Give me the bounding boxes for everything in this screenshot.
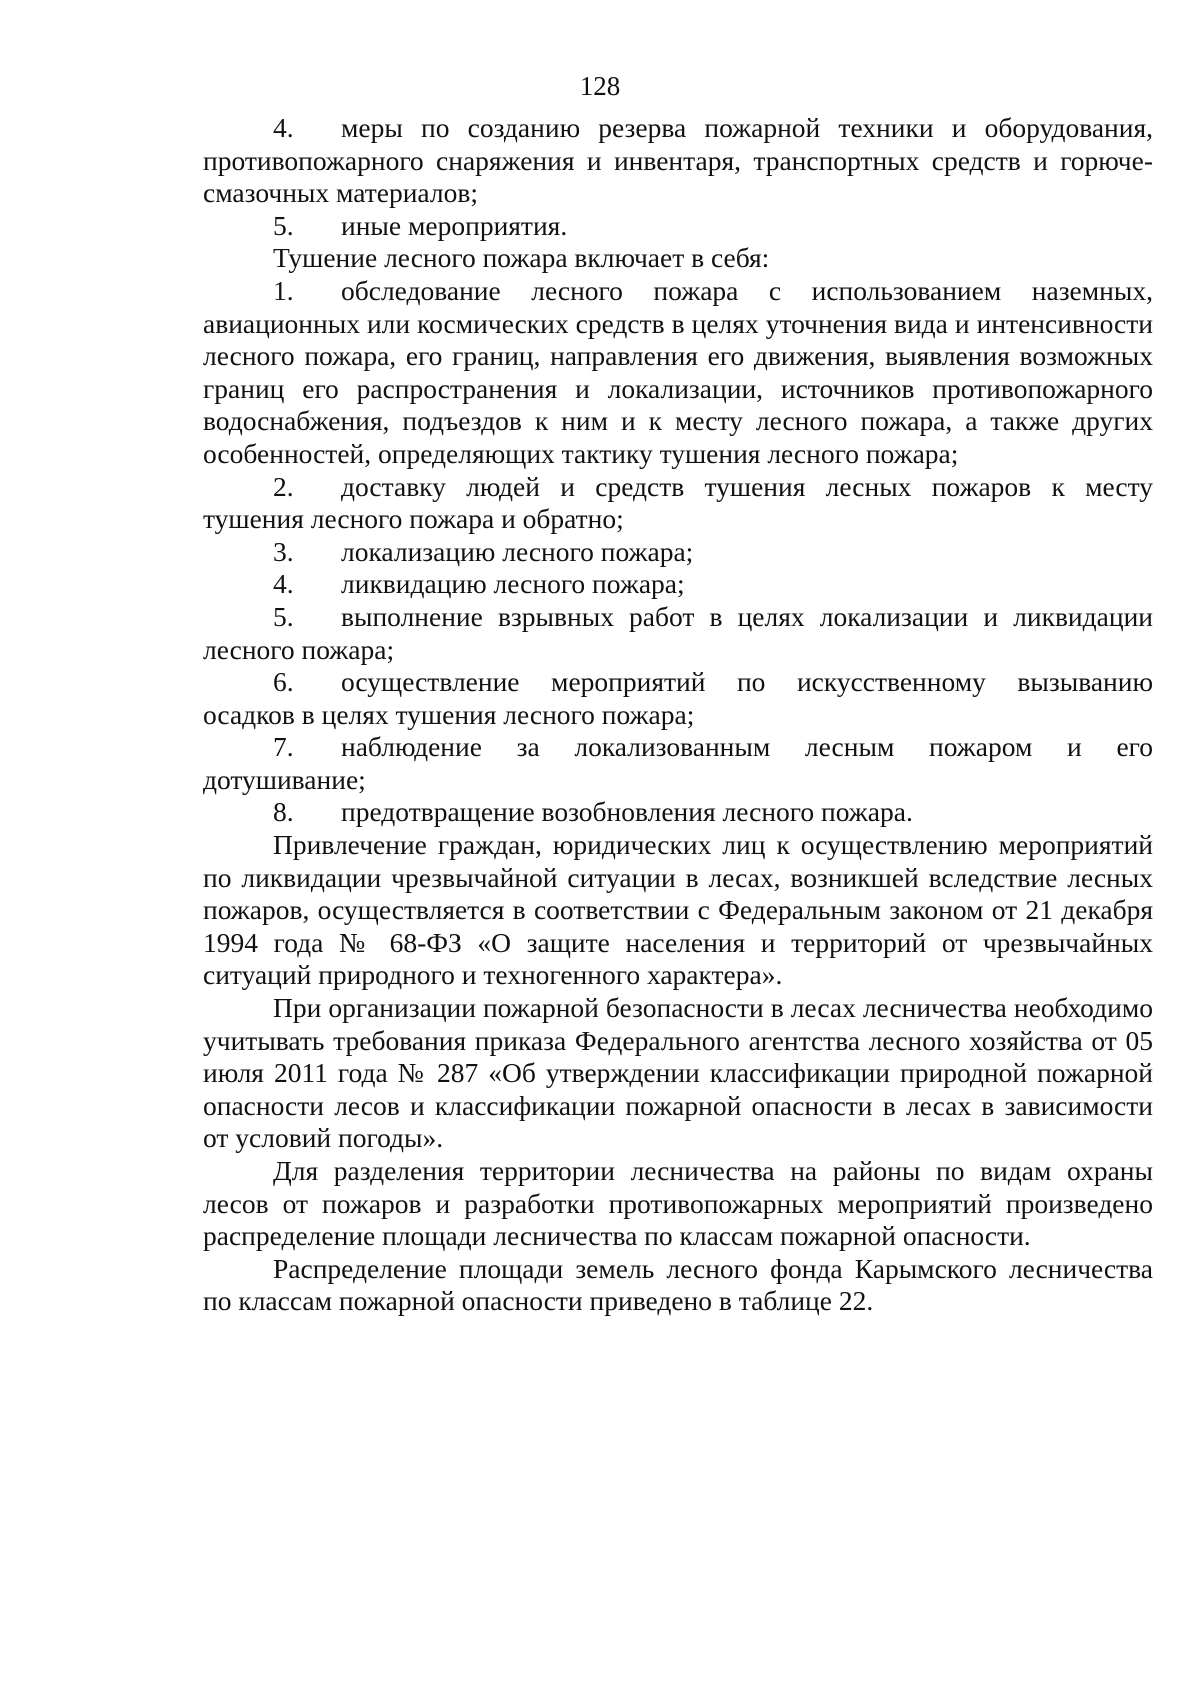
document-body [203, 112, 1153, 1318]
list-item-number: 3. [273, 535, 294, 567]
list-item-number: 8. [273, 796, 294, 828]
list-item [203, 536, 1153, 569]
list-item-number: 5. [273, 209, 294, 241]
list-item [203, 112, 1153, 210]
list-item-text: ликвидацию лесного пожара; [341, 568, 685, 600]
paragraph-citizens-involvement: Привлечение граждан, юридических лиц к осуществлению мероприятий по ликвидации чрезвычайной ситуации в лесах, возникшей вследствие лесных пожаров, осуществляется в соответствии с Федеральным законом от 21 декабря 1994 года № 68-ФЗ «О защите населения и территорий от чрезвычайных ситуаций природного и техногенного характера». [203, 829, 1153, 991]
list-item [203, 666, 1153, 731]
list-item-text: доставку людей и средств тушения лесных пожаров к месту тушения лесного пожара и обратно; [203, 470, 1153, 535]
list-item [203, 731, 1153, 796]
list-item [203, 796, 1153, 829]
list-item-text: локализацию лесного пожара; [341, 535, 694, 567]
list-item-number: 2. [273, 470, 294, 502]
list-item-number: 7. [273, 731, 294, 763]
list-item [203, 601, 1153, 666]
list-item-text: иные мероприятия. [341, 209, 568, 241]
list-item [203, 275, 1153, 471]
list-item-text: меры по созданию резерва пожарной техники и оборудования, противопожарного снаряжения и инвентаря, транспортных средств и горюче-смазочных материалов; [203, 112, 1153, 209]
list-item [203, 568, 1153, 601]
paragraph-table-reference: Распределение площади земель лесного фонда Карымского лесничества по классам пожарной опасности приведено в таблице 22. [203, 1252, 1153, 1317]
list-item-number: 4. [273, 568, 294, 600]
list-item-text: обследование лесного пожара с использованием наземных, авиационных или космических средств в целях уточнения вида и интенсивности лесного пожара, его границ, направления его движения, выявления возможных границ его распространения и локализации, источников противопожарного водоснабжения, подъездов к ним и к месту лесного пожара, а также других особенностей, определяющих тактику тушения лесного пожара; [203, 274, 1153, 469]
page-number: 128 [579, 71, 621, 101]
list-item-number: 4. [273, 112, 294, 143]
extinguishing-intro: Тушение лесного пожара включает в себя: [273, 242, 770, 274]
list-item [203, 210, 1153, 243]
list-item-text: выполнение взрывных работ в целях локализации и ликвидации лесного пожара; [203, 600, 1153, 665]
paragraph-area-distribution: Для разделения территории лесничества на районы по видам охраны лесов от пожаров и разработки противопожарных мероприятий произведено распределение площади лесничества по классам пожарной опасности. [203, 1155, 1153, 1252]
list-item-text: осуществление мероприятий по искусственному вызыванию осадков в целях тушения лесного пожара; [203, 666, 1153, 730]
list-item-text: наблюдение за локализованным лесным пожаром и его дотушивание; [203, 731, 1153, 795]
list-item-number: 5. [273, 600, 294, 632]
list-item-text: предотвращение возобновления лесного пожара. [341, 796, 913, 828]
list-item-number: 1. [273, 274, 294, 306]
paragraph-fire-safety-requirements: При организации пожарной безопасности в лесах лесничества необходимо учитывать требования приказа Федерального агентства лесного хозяйства от 05 июля 2011 года № 287 «Об утверждении классификации природной пожарной опасности лесов и классификации пожарной опасности в лесах в зависимости от условий погоды». [203, 992, 1153, 1154]
list-item [203, 471, 1153, 536]
list-item-number: 6. [273, 666, 294, 698]
